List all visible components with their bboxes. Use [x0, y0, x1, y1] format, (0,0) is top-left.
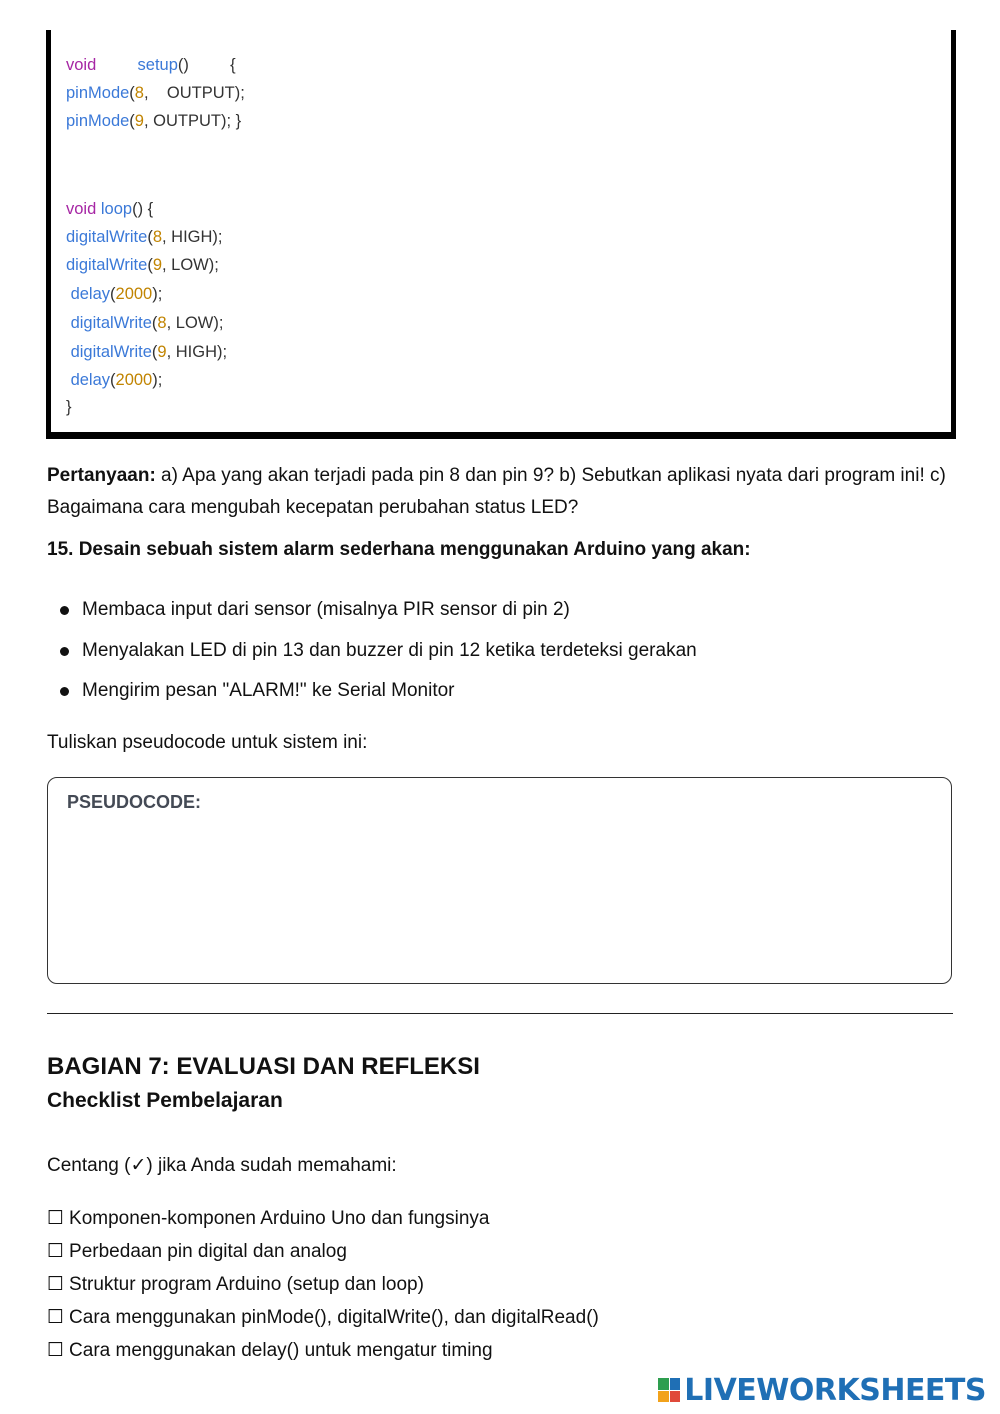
- code-token: delay: [66, 285, 111, 303]
- code-token: 8: [157, 314, 167, 332]
- liveworksheets-brand[interactable]: [658, 1374, 986, 1406]
- code-token: (: [110, 371, 116, 389]
- code-token: () {: [132, 200, 154, 218]
- code-line: [66, 111, 241, 131]
- code-token: }: [66, 398, 72, 416]
- checklist-item[interactable]: ☐ Cara menggunakan delay() untuk mengatur timing: [47, 1340, 493, 1361]
- code-token: (: [110, 285, 116, 303]
- code-token: );: [152, 371, 163, 389]
- code-token: 2000: [115, 285, 153, 303]
- code-token: 8: [152, 228, 162, 246]
- code-token: );: [152, 285, 163, 303]
- code-token: (: [151, 314, 158, 332]
- task-15-heading: 15. Desain sebuah sistem alarm sederhana menggunakan Arduino yang akan:: [47, 539, 751, 560]
- code-line: [66, 83, 245, 103]
- code-token: digitalWrite: [66, 343, 152, 361]
- checklist-item[interactable]: ☐ Komponen-komponen Arduino Uno dan fungsinya: [47, 1208, 490, 1229]
- code-token: delay: [66, 371, 111, 389]
- code-token: pinMode: [66, 84, 130, 102]
- task-15-bullet-list: [47, 592, 697, 714]
- code-line: [66, 313, 223, 333]
- question-text: a) Apa yang akan terjadi pada pin 8 dan pin 9? b) Sebutkan aplikasi nyata dari program ini! c) Bagaimana cara mengubah kecepatan perubahan status LED?: [47, 465, 946, 518]
- code-token: (: [151, 343, 158, 361]
- code-token: void: [66, 56, 97, 74]
- pseudocode-instruction: Tuliskan pseudocode untuk sistem ini:: [47, 732, 368, 753]
- checklist-item[interactable]: ☐ Struktur program Arduino (setup dan loop): [47, 1274, 424, 1295]
- code-line: [66, 199, 153, 219]
- checklist-instruction: Centang (✓) jika Anda sudah memahami:: [47, 1155, 397, 1176]
- code-line: [66, 397, 72, 417]
- checkbox-icon[interactable]: ☐: [47, 1241, 65, 1262]
- code-token: , LOW);: [166, 314, 224, 332]
- liveworksheets-logo-icon: [658, 1378, 680, 1402]
- code-token: () {: [177, 56, 236, 74]
- code-token: , HIGH);: [166, 343, 228, 361]
- code-line: [66, 342, 227, 362]
- checkbox-icon[interactable]: ☐: [47, 1340, 65, 1361]
- pseudocode-label: PSEUDOCODE:: [67, 792, 202, 812]
- code-line: [66, 370, 162, 390]
- code-line: [66, 55, 236, 75]
- brand-name: LIVEWORKSHEETS: [684, 1372, 986, 1408]
- code-token: , HIGH);: [162, 228, 223, 246]
- code-token: 8: [134, 84, 144, 102]
- bullet-item: Membaca input dari sensor (misalnya PIR sensor di pin 2): [47, 592, 697, 633]
- code-line: [66, 227, 223, 247]
- code-token: setup: [137, 56, 178, 74]
- code-token: digitalWrite: [66, 314, 152, 332]
- question-label: Pertanyaan:: [47, 465, 156, 486]
- code-token: pinMode: [66, 112, 130, 130]
- bullet-dot-icon: [60, 647, 69, 656]
- code-token: 9: [157, 343, 167, 361]
- code-token: loop: [100, 200, 133, 218]
- code-token: digitalWrite: [66, 228, 148, 246]
- bullet-dot-icon: [60, 687, 69, 696]
- pseudocode-answer-box[interactable]: [47, 777, 952, 984]
- learning-checklist: [47, 1202, 599, 1367]
- checkbox-icon[interactable]: ☐: [47, 1274, 65, 1295]
- section-7-title: BAGIAN 7: EVALUASI DAN REFLEKSI: [47, 1053, 480, 1080]
- code-line: [66, 284, 162, 304]
- code-token: void: [66, 200, 97, 218]
- question-paragraph: [47, 460, 952, 524]
- bullet-dot-icon: [60, 606, 69, 615]
- code-token: (: [129, 84, 135, 102]
- code-token: , OUTPUT); }: [143, 112, 242, 130]
- code-token: [96, 56, 137, 74]
- section-divider: [47, 1013, 953, 1014]
- code-token: , LOW);: [162, 256, 219, 274]
- code-token: (: [147, 256, 153, 274]
- checklist-item[interactable]: ☐ Cara menggunakan pinMode(), digitalWrite(), dan digitalRead(): [47, 1307, 599, 1328]
- code-token: 9: [152, 256, 162, 274]
- checklist-item[interactable]: ☐ Perbedaan pin digital dan analog: [47, 1241, 347, 1262]
- checkbox-icon[interactable]: ☐: [47, 1208, 65, 1229]
- code-token: 2000: [115, 371, 153, 389]
- bullet-item: Menyalakan LED di pin 13 dan buzzer di pin 12 ketika terdeteksi gerakan: [47, 633, 697, 674]
- code-line: [66, 255, 219, 275]
- bullet-item: Mengirim pesan "ALARM!" ke Serial Monitor: [47, 673, 697, 714]
- checkbox-icon[interactable]: ☐: [47, 1307, 65, 1328]
- code-token: (: [147, 228, 153, 246]
- code-token: 9: [134, 112, 144, 130]
- code-token: (: [129, 112, 135, 130]
- code-token: , OUTPUT);: [143, 84, 245, 102]
- code-token: digitalWrite: [66, 256, 148, 274]
- section-7-subtitle: Checklist Pembelajaran: [47, 1089, 283, 1112]
